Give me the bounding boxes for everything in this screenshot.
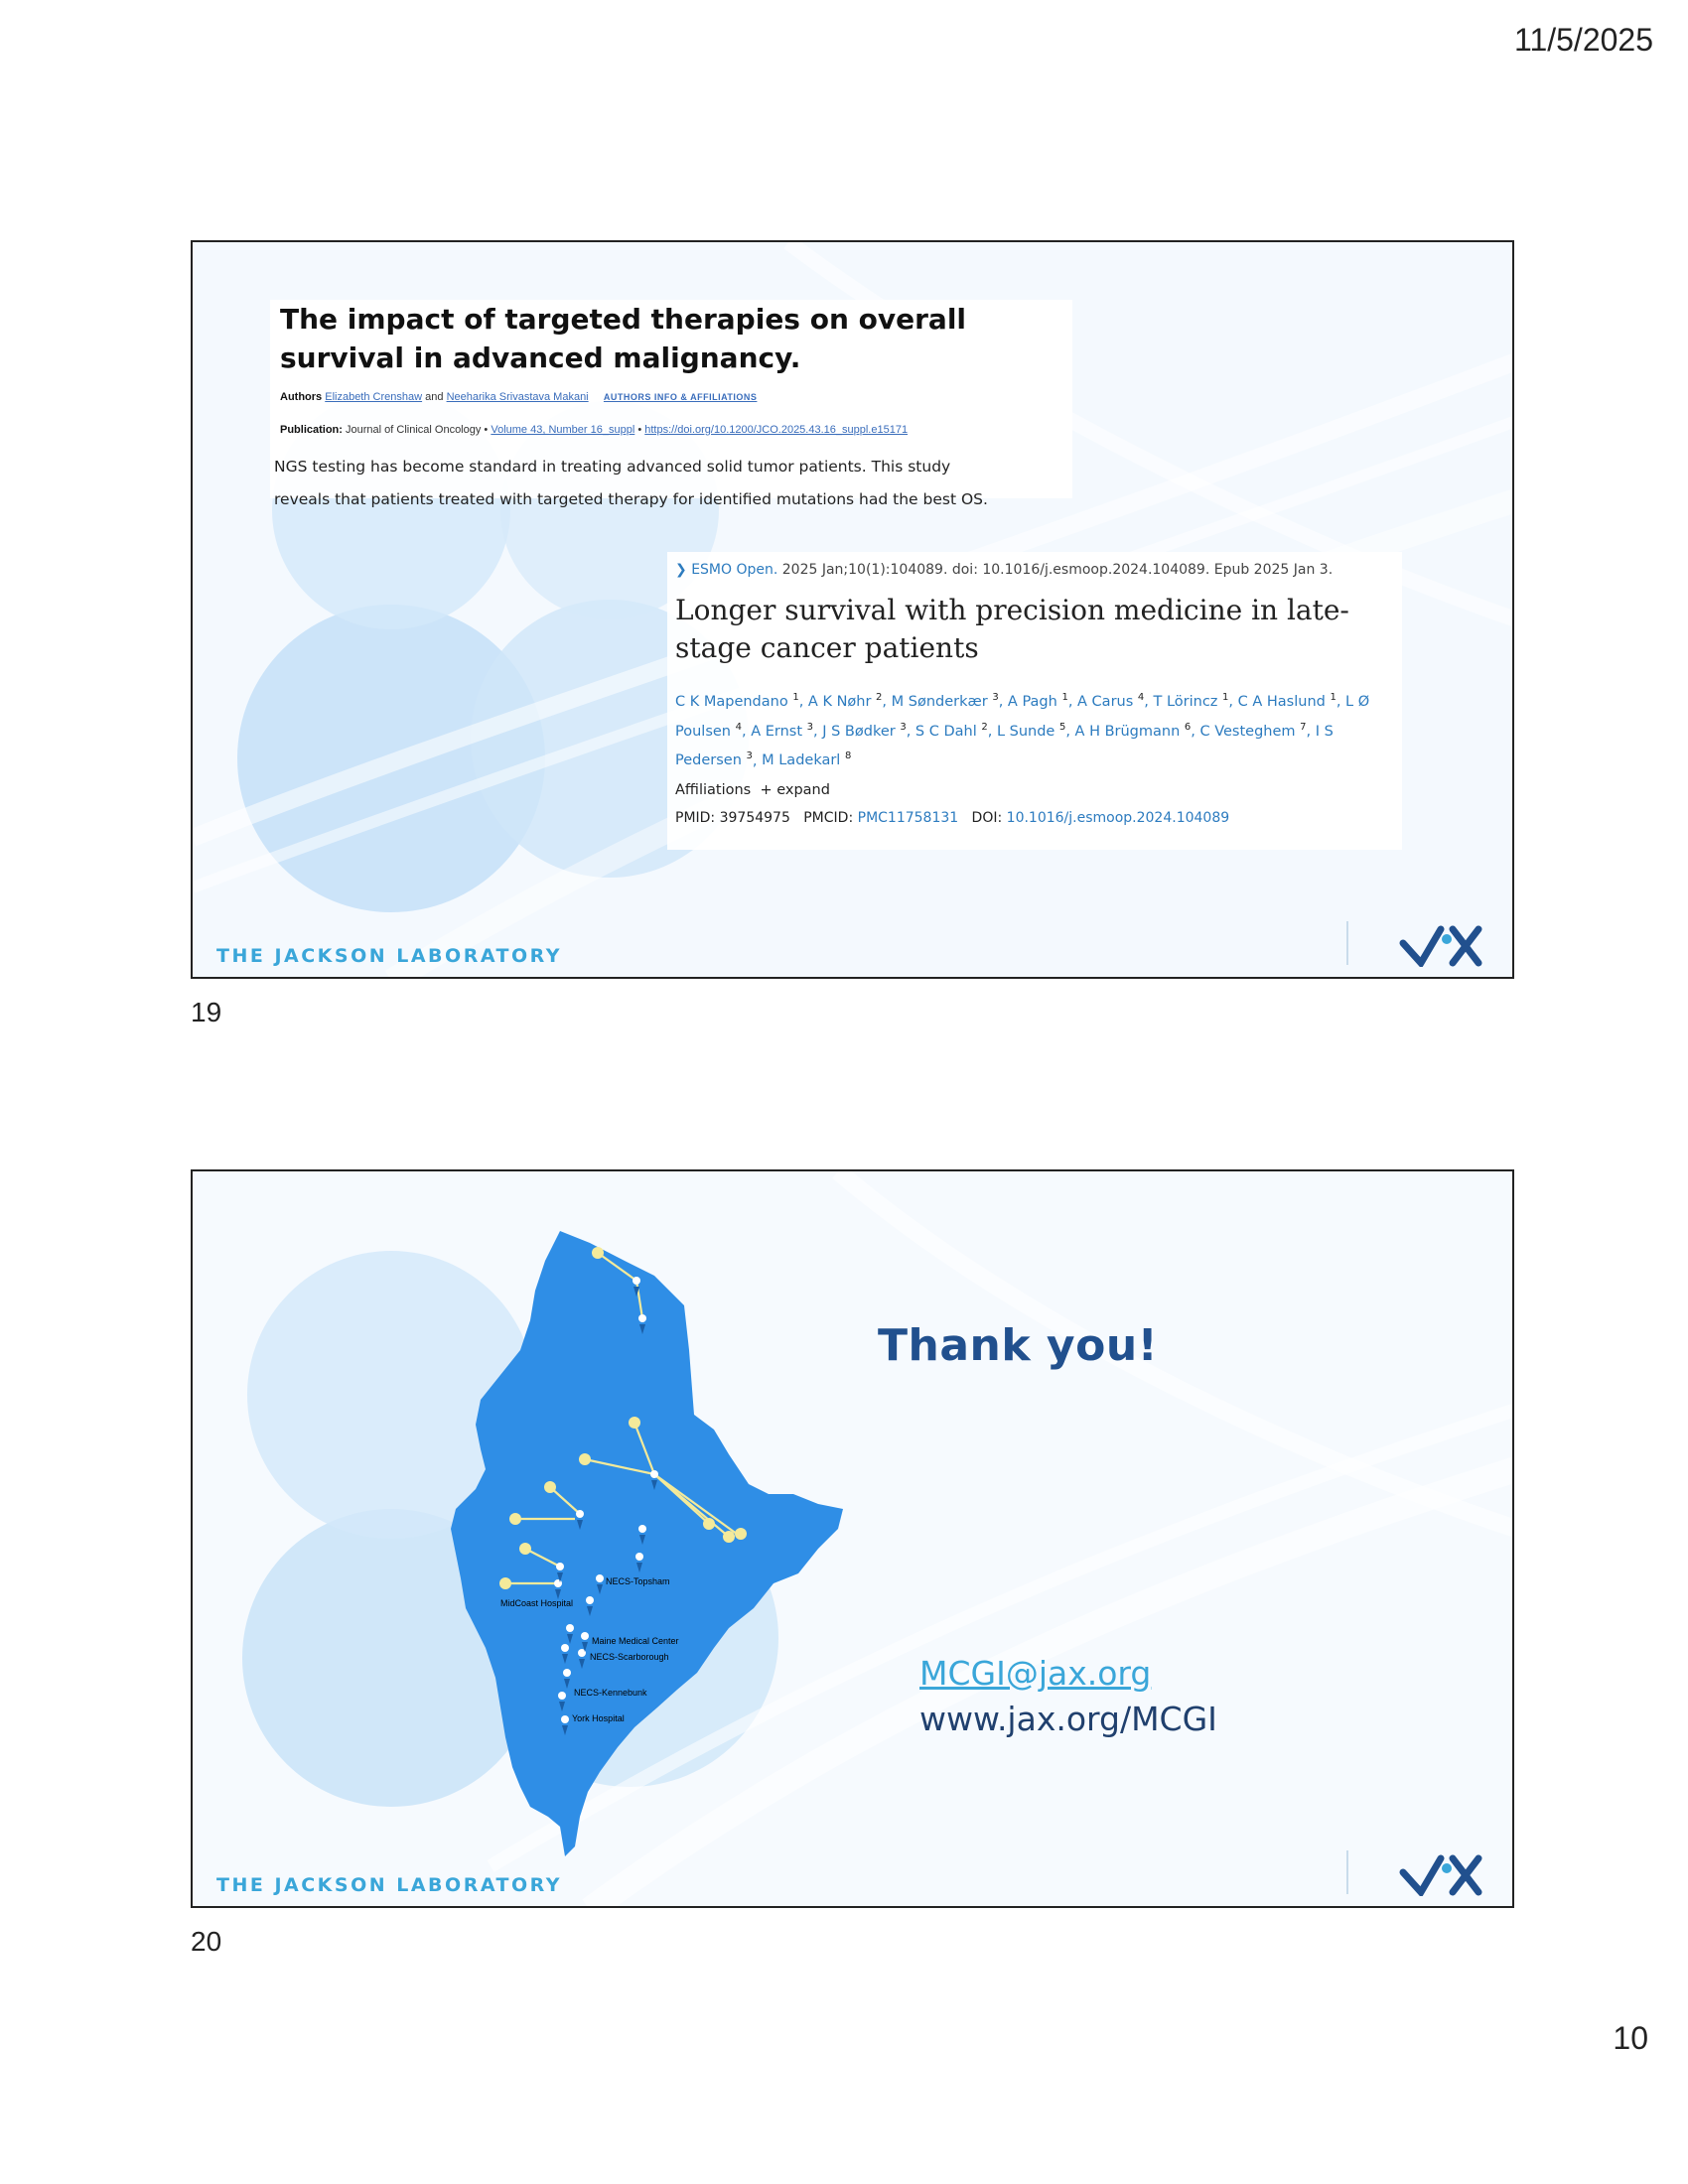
author-link[interactable]: M Ladekarl $^8$ xyxy=(762,751,852,769)
print-date: 11/5/2025 xyxy=(1514,22,1653,58)
affiliations-label: Affiliations xyxy=(675,782,752,798)
author-link[interactable]: Elizabeth Crenshaw xyxy=(325,391,423,403)
affiliation-number: 2 xyxy=(981,721,988,733)
article-1-authors xyxy=(280,391,757,403)
website-link[interactable]: www.jax.org/MCGI xyxy=(919,1700,1217,1738)
author-link[interactable]: T Lörincz $^1$ xyxy=(1153,692,1229,710)
affiliation-number: 1 xyxy=(792,692,799,703)
author-link[interactable]: S C Dahl $^2$ xyxy=(914,721,988,740)
publication-label: Publication: xyxy=(280,424,343,436)
summary-line: reveals that patients treated with targeted therapy for identified mutations had the best OS. xyxy=(274,490,988,508)
affiliation-number: 1 xyxy=(1330,692,1336,703)
journal-name: Journal of Clinical Oncology xyxy=(346,424,482,436)
author-link[interactable]: M Sønderkær $^3$ xyxy=(891,692,999,710)
contact-email-link[interactable]: MCGI@jax.org xyxy=(919,1654,1152,1693)
author-link[interactable]: C Vesteghem $^7$ xyxy=(1199,721,1307,740)
author-link[interactable]: I S Pedersen $^3$ xyxy=(675,723,1334,769)
author-link[interactable]: A Pagh $^1$ xyxy=(1007,692,1068,710)
hospital-label: MidCoast Hospital xyxy=(500,1598,574,1608)
author-link[interactable]: C K Mapendano $^1$ xyxy=(675,692,799,710)
pmcid-label: PMCID: xyxy=(803,810,854,826)
author-link[interactable]: J S Bødker $^3$ xyxy=(822,721,907,740)
pmid-value: 39754975 xyxy=(719,810,790,826)
author-link[interactable]: A H Brügmann $^6$ xyxy=(1074,721,1192,740)
volume-link[interactable]: Volume 43, Number 16_suppl xyxy=(491,424,635,436)
slide-number: 19 xyxy=(191,997,222,1027)
author-link[interactable]: A K Nøhr $^2$ xyxy=(807,692,883,710)
affiliations-row xyxy=(675,782,830,798)
author-link[interactable]: L Ø Poulsen $^4$ xyxy=(675,693,1370,740)
footer-divider xyxy=(1346,1850,1348,1894)
author-link[interactable]: Neeharika Srivastava Makani xyxy=(446,391,589,403)
author-link[interactable]: L Sunde $^5$ xyxy=(996,721,1066,740)
expand-button[interactable]: + expand xyxy=(760,782,830,798)
hospital-label: NECS-Scarborough xyxy=(590,1652,669,1662)
article-1-summary xyxy=(274,451,988,516)
summary-line: NGS testing has become standard in treating advanced solid tumor patients. This study xyxy=(274,458,951,476)
slide-number: 20 xyxy=(191,1926,222,1957)
slide-20 xyxy=(191,1169,1514,1908)
affiliation-number: 4 xyxy=(735,721,742,733)
affiliation-number: 1 xyxy=(1061,692,1068,703)
article-1-title: The impact of targeted therapies on overall survival in advanced malignancy. xyxy=(280,303,967,374)
affiliation-number: 2 xyxy=(876,692,883,703)
doi-link[interactable]: 10.1016/j.esmoop.2024.104089 xyxy=(1006,810,1230,826)
affiliation-number: 3 xyxy=(806,721,813,733)
affiliation-number: 7 xyxy=(1300,721,1307,733)
affiliation-number: 5 xyxy=(1058,721,1066,733)
state-outline xyxy=(451,1231,843,1856)
journal-link[interactable]: ESMO Open. xyxy=(691,562,778,578)
and-text: and xyxy=(425,391,444,403)
hospital-label: NECS-Topsham xyxy=(606,1576,670,1586)
authors-label: Authors xyxy=(280,391,323,403)
footer-organization: THE JACKSON LABORATORY xyxy=(216,945,563,967)
affiliation-number: 6 xyxy=(1184,721,1192,733)
affiliation-number: 1 xyxy=(1222,692,1229,703)
footer-organization: THE JACKSON LABORATORY xyxy=(216,1874,563,1896)
jax-logo-icon xyxy=(1397,923,1482,967)
author-link[interactable]: C A Haslund $^1$ xyxy=(1237,692,1336,710)
chevron-right-icon: ❯ xyxy=(675,562,687,578)
affiliations-link[interactable]: AUTHORS INFO & AFFILIATIONS xyxy=(603,392,758,402)
article-2-ids xyxy=(675,810,1229,826)
thank-you-heading: Thank you! xyxy=(878,1320,1159,1371)
affiliation-number: 3 xyxy=(992,692,999,703)
author-link[interactable]: A Ernst $^3$ xyxy=(751,721,813,740)
affiliation-number: 3 xyxy=(746,751,753,762)
pmid-label: PMID: xyxy=(675,810,716,826)
citation-text: 2025 Jan;10(1):104089. doi: 10.1016/j.esmoop.2024.104089. Epub 2025 Jan 3. xyxy=(781,562,1334,578)
author-link[interactable]: A Carus $^4$ xyxy=(1077,692,1145,710)
affiliation-number: 8 xyxy=(844,751,852,762)
hospital-label: NECS-Kennebunk xyxy=(574,1688,647,1698)
hospital-label: Maine Medical Center xyxy=(592,1636,679,1646)
affiliation-number: 3 xyxy=(900,721,907,733)
article-2-author-list: C K Mapendano $^1$, A K Nøhr $^2$, M Sønderkær $^3$, A Pagh $^1$, A Carus $^4$, T Lörincz $^1$, C A Haslund $^1$, L Ø Poulsen $^4$, A Ernst $^3$, J S Bødker $^3$, S C Dahl $^2$, L Sunde $^5$, A H Brügmann $^6$, C Vesteghem $^7$, I S Pedersen $^3$, M Ladekarl $^8$ xyxy=(675,692,1370,769)
footer-divider xyxy=(1346,921,1348,965)
article-1-publication: Publication: Journal of Clinical Oncology • Volume 43, Number 16_suppl • https://doi.org/10.1200/JCO.2025.43.16_suppl.e15171 xyxy=(280,424,909,436)
hospital-label: York Hospital xyxy=(572,1713,625,1723)
pmcid-link[interactable]: PMC11758131 xyxy=(857,810,959,826)
article-2-citation xyxy=(675,562,1333,578)
page-number: 10 xyxy=(1613,2020,1648,2056)
doi-label: DOI: xyxy=(971,810,1003,826)
slide-19 xyxy=(191,240,1514,979)
affiliation-number: 4 xyxy=(1137,692,1145,703)
jax-logo-icon xyxy=(1397,1852,1482,1896)
maine-map xyxy=(441,1231,858,1866)
article-2-title: Longer survival with precision medicine in late-stage cancer patients xyxy=(675,594,1349,664)
doi-link[interactable]: https://doi.org/10.1200/JCO.2025.43.16_suppl.e15171 xyxy=(644,424,909,436)
